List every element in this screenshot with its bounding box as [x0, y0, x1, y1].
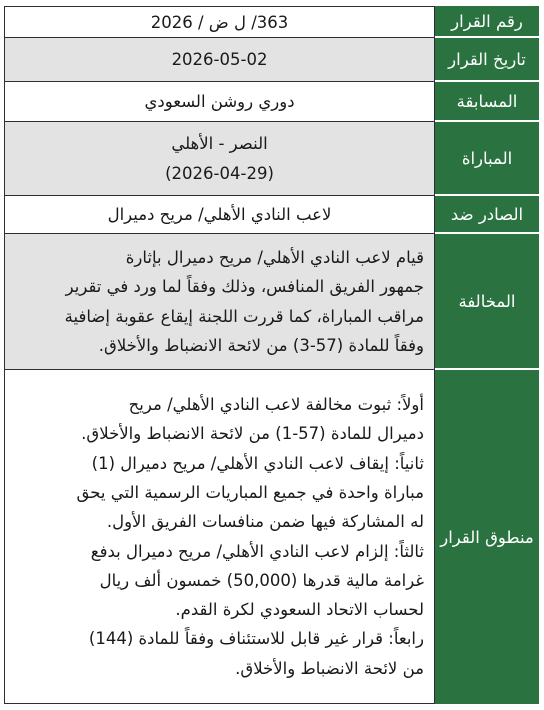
match-teams: النصر - الأهلي [171, 133, 268, 153]
issued-against-label: الصادر ضد [435, 196, 539, 234]
ruling-text [4, 370, 435, 704]
violation-line: جمهور الفريق المنافس، وذلك وفقاً لما ورد في تقرير [65, 277, 424, 297]
row-decision-date [4, 38, 539, 82]
ruling-line: ثانياً: إيقاف لاعب النادي الأهلي/ مريح دميرال (1) [91, 453, 424, 473]
match-value [4, 122, 435, 196]
decision-table [4, 6, 539, 704]
violation-line: مراقب المباراة، كما قررت اللجنة إيقاع عقوبة إضافية [64, 306, 424, 326]
violation-text [4, 234, 435, 370]
ruling-line: لحساب الاتحاد السعودي لكرة القدم. [175, 600, 424, 620]
row-violation [4, 234, 539, 370]
match-date: (2026-04-29) [165, 163, 274, 183]
competition-value: دوري روشن السعودي [4, 82, 435, 122]
decision-date-value [4, 38, 435, 82]
ruling-line: أولاً: ثبوت مخالفة لاعب النادي الأهلي/ مريح [128, 395, 424, 415]
ruling-line: ثالثاً: إلزام لاعب النادي الأهلي/ مريح دميرال بدفع [90, 541, 424, 561]
decision-number-text: 363/ ل ض / 2026 [150, 12, 289, 32]
ruling-line: غرامة مالية قدرها (50,000) خمسون ألف ريال [99, 570, 424, 590]
ruling-label: منطوق القرار [435, 370, 539, 704]
violation-line: قيام لاعب النادي الأهلي/ مريح دميرال بإثارة [125, 247, 424, 267]
decision-number-label: رقم القرار [435, 6, 539, 38]
decision-date-text: 2026-05-02 [171, 50, 268, 69]
ruling-line: رابعاً: قرار غير قابل للاستئناف وفقاً للمادة (144) [88, 629, 424, 649]
row-decision-number [4, 6, 539, 38]
row-competition [4, 82, 539, 122]
ruling-line: من لائحة الانضباط والأخلاق. [235, 658, 424, 678]
ruling-line: مباراة واحدة في جميع المباريات الرسمية التي يحق [76, 482, 424, 502]
row-issued-against [4, 196, 539, 234]
violation-label: المخالفة [435, 234, 539, 370]
row-match [4, 122, 539, 196]
issued-against-value: لاعب النادي الأهلي/ مريح دميرال [4, 196, 435, 234]
decision-date-label: تاريخ القرار [435, 38, 539, 82]
ruling-line: دميرال للمادة (57-1) من لائحة الانضباط والأخلاق. [81, 424, 424, 444]
competition-label: المسابقة [435, 82, 539, 122]
violation-line: وفقاً للمادة (57-3) من لائحة الانضباط والأخلاق. [98, 335, 424, 355]
match-label: المباراة [435, 122, 539, 196]
ruling-line: له المشاركة فيها ضمن منافسات الفريق الأول. [106, 512, 424, 532]
decision-number-value [4, 6, 435, 38]
row-ruling [4, 370, 539, 704]
